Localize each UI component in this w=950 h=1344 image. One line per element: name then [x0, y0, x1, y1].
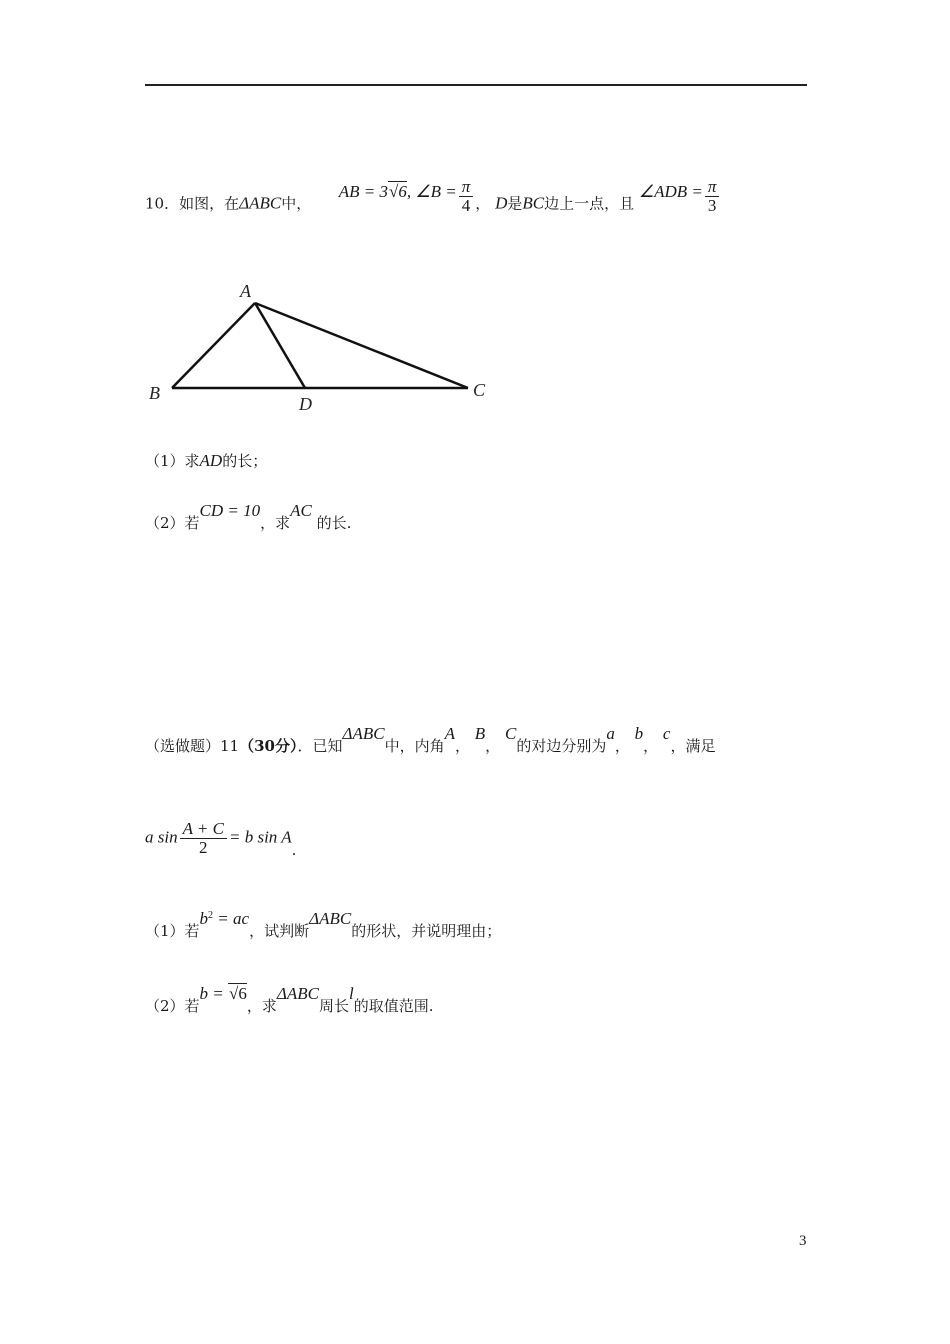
- q10-number: 10．: [145, 194, 180, 213]
- triangle-figure: [140, 275, 500, 420]
- q11-fraction: $\frac{A + C}{2}$: [180, 820, 227, 857]
- q10-statement: 10．如图，在ΔABC中， AB = 3√6, ∠B = $\frac{\pi}{4}$ ， D是BC边上一点，且 ∠ADB = $\frac{\pi}{3}$: [145, 186, 721, 223]
- segment-ac: [255, 303, 468, 388]
- vertex-label-c: C: [473, 380, 486, 400]
- vertex-label-b: B: [149, 383, 160, 403]
- segment-ab: [172, 303, 255, 388]
- q10-ab-condition: AB = 3√6, ∠B =: [338, 181, 457, 201]
- q11-equation: a sin $\frac{A + C}{2}$ = b sin A.: [145, 819, 297, 859]
- q10-angle-adb: ∠ADB =: [638, 181, 703, 201]
- header-rule: [145, 84, 807, 86]
- q10-part-2: （2）若CD = 10，求AC 的长.: [145, 501, 352, 532]
- q10-pi-over-4: $\frac{\pi}{4}$: [459, 178, 474, 215]
- q11-part-2: （2）若b = √6，求ΔABC周长l的取值范围.: [145, 984, 434, 1015]
- vertex-label-a: A: [240, 281, 251, 301]
- q11-part-1: （1）若$b^2$ = ac，试判断ΔABC的形状，并说明理由；: [145, 909, 502, 940]
- segment-ad: [255, 303, 305, 388]
- q10-pi-over-3: $\frac{\pi}{3}$: [705, 178, 720, 215]
- q11-statement: （选做题）11（30分）．已知ΔABC中，内角A， B， C的对边分别为a， b， c，满足: [145, 724, 716, 755]
- q10-part-1: （1）求AD的长；: [145, 451, 268, 470]
- page-number: 3: [799, 1233, 807, 1249]
- vertex-label-d: D: [299, 394, 312, 414]
